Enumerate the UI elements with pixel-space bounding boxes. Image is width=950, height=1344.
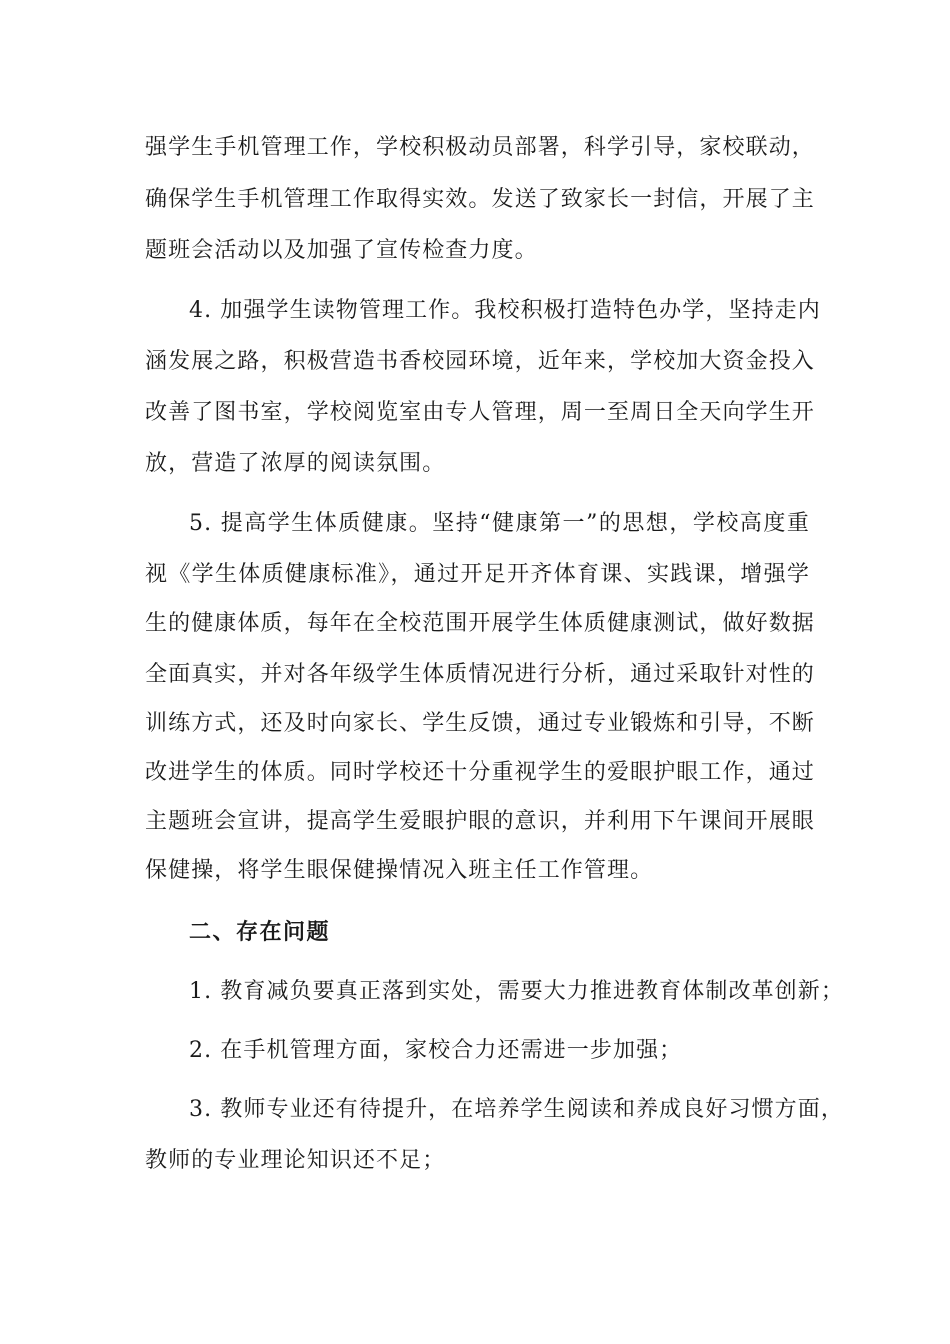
paragraph-line: 4. 加强学生读物管理工作。我校积极打造特色办学，坚持走内	[189, 298, 821, 323]
paragraph-line: 强学生手机管理工作，学校积极动员部署，科学引导，家校联动，	[145, 135, 815, 160]
list-item: 1. 教育减负要真正落到实处，需要大力推进教育体制改革创新；	[189, 979, 844, 1004]
paragraph-line: 生的健康体质，每年在全校范围开展学生体质健康测试，做好数据	[145, 611, 815, 636]
paragraph-line: 改善了图书室，学校阅览室由专人管理，周一至周日全天向学生开	[145, 400, 815, 425]
paragraph-line: 确保学生手机管理工作取得实效。发送了致家长一封信，开展了主	[145, 187, 815, 212]
paragraph-line: 全面真实，并对各年级学生体质情况进行分析，通过采取针对性的	[145, 662, 815, 687]
paragraph-line: 主题班会宣讲，提高学生爱眼护眼的意识，并利用下午课间开展眼	[145, 809, 815, 834]
section-heading: 二、存在问题	[189, 919, 331, 945]
paragraph-line: 题班会活动以及加强了宣传检查力度。	[145, 238, 538, 263]
paragraph-line: 保健操，将学生眼保健操情况入班主任工作管理。	[145, 858, 654, 883]
list-item: 3. 教师专业还有待提升，在培养学生阅读和养成良好习惯方面，	[189, 1097, 844, 1122]
list-item: 2. 在手机管理方面，家校合力还需进一步加强；	[189, 1038, 683, 1063]
paragraph-line: 训练方式，还及时向家长、学生反馈，通过专业锻炼和引导，不断	[145, 711, 815, 736]
paragraph-line: 5. 提高学生体质健康。坚持“健康第一”的思想，学校高度重	[189, 511, 810, 536]
paragraph-line: 放，营造了浓厚的阅读氛围。	[145, 451, 446, 476]
paragraph-line: 涵发展之路，积极营造书香校园环境，近年来，学校加大资金投入	[145, 349, 815, 374]
list-item-continuation: 教师的专业理论知识还不足；	[145, 1148, 446, 1173]
paragraph-line: 视《学生体质健康标准》，通过开足开齐体育课、实践课，增强学	[145, 562, 810, 587]
paragraph-line: 改进学生的体质。同时学校还十分重视学生的爱眼护眼工作，通过	[145, 760, 815, 785]
